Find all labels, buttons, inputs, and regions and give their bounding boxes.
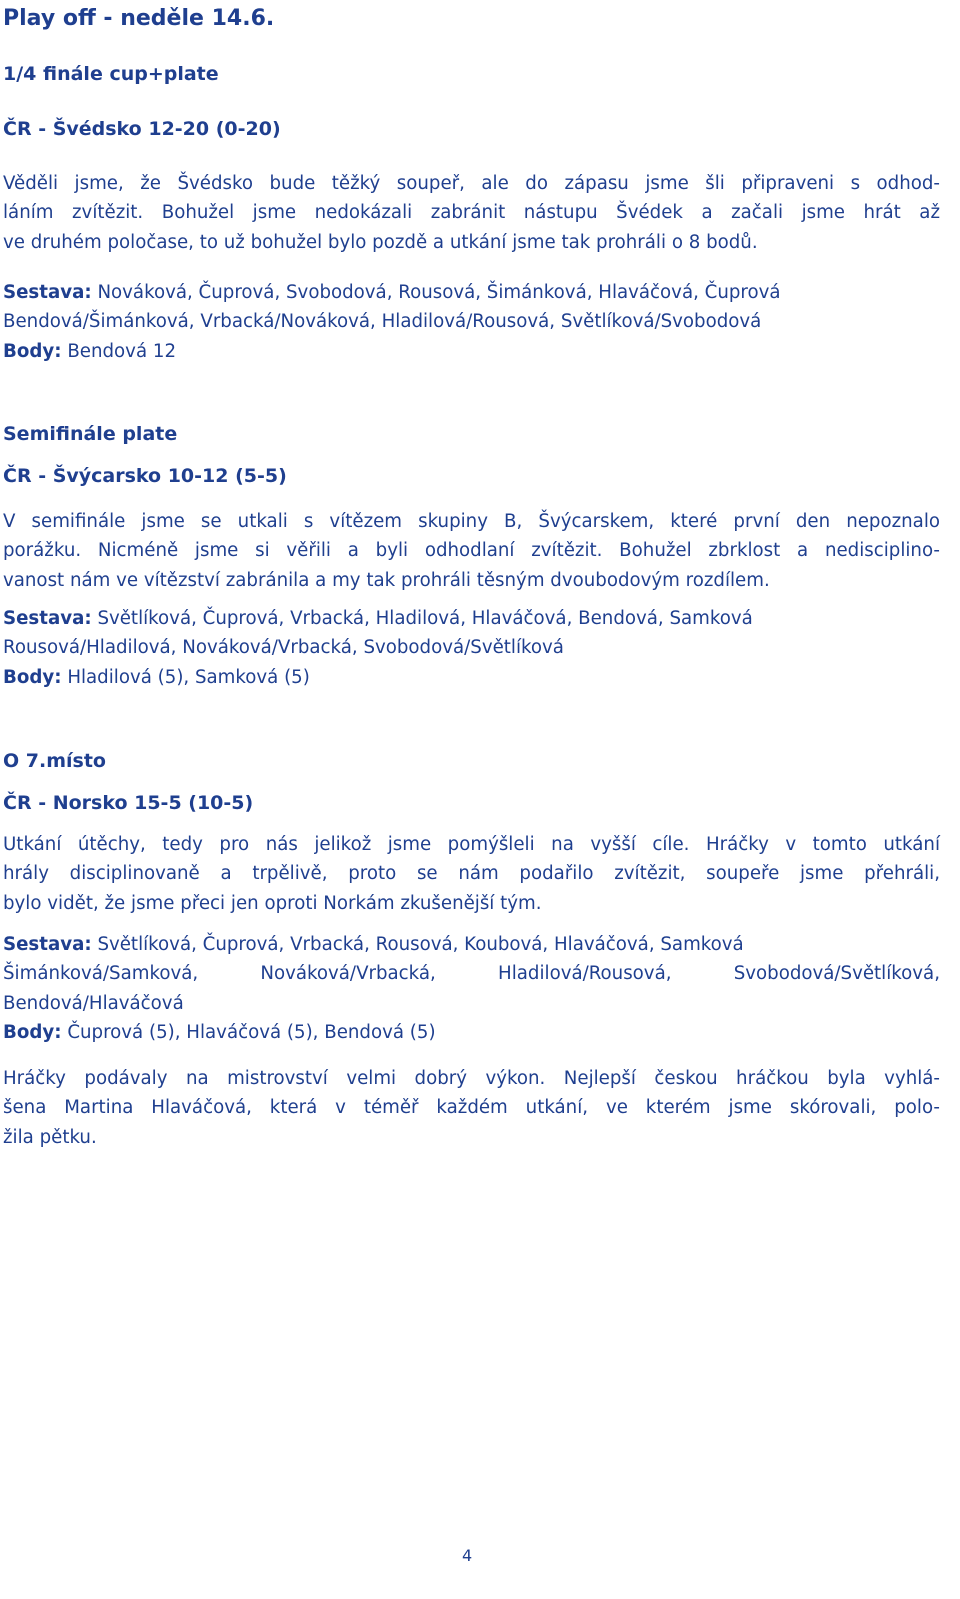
match-heading: ČR - Švédsko 12-20 (0-20) — [3, 118, 281, 140]
report-line: hrály disciplinovaně a trpělivě, proto se nám podařilo zvítězit, soupeře jsme přehráli, — [3, 863, 940, 885]
lineup-block — [3, 930, 940, 1048]
points-label: Body: — [3, 1022, 62, 1044]
lineup-label: Sestava: — [3, 608, 92, 629]
tournament-summary — [3, 1064, 940, 1152]
lineup-label: Sestava: — [3, 282, 92, 303]
match-heading-block — [3, 116, 940, 142]
lineup-block — [3, 278, 940, 366]
pairs-line: Bendová/Šimánková, Vrbacká/Nováková, Hladilová/Rousová, Světlíková/Svobodová — [3, 311, 762, 333]
match-heading-block — [3, 790, 940, 816]
page-title: Play off - neděle 14.6. — [3, 6, 275, 31]
pairs-line: Rousová/Hladilová, Nováková/Vrbacká, Svobodová/Světlíková — [3, 637, 564, 659]
match-heading: ČR - Norsko 15-5 (10-5) — [3, 792, 254, 814]
report-line: ve druhém poločase, to už bohužel bylo pozdě a utkání jsme tak prohráli o 8 bodů. — [3, 231, 758, 253]
report-line: bylo vidět, že jsme přeci jen oproti Norkám zkušenější tým. — [3, 892, 542, 914]
points-value: Hladilová (5), Samková (5) — [67, 666, 310, 688]
points-label: Body: — [3, 666, 62, 688]
pairs-line: Bendová/Hlaváčová — [3, 992, 184, 1014]
pairs-line: Šimánková/Samková, Nováková/Vrbacká, Hladilová/Rousová, Svobodová/Světlíková, — [3, 963, 940, 985]
lineup-line — [3, 604, 940, 633]
lineup-label: Sestava: — [3, 934, 92, 955]
lineup-line — [3, 278, 940, 307]
section-seventh-place — [3, 748, 940, 774]
summary-line: žila pětku. — [3, 1126, 97, 1148]
section-semifinal — [3, 421, 940, 447]
match-report — [3, 830, 940, 918]
lineup-line — [3, 930, 940, 959]
lineup-players: Světlíková, Čuprová, Vrbacká, Rousová, Koubová, Hlaváčová, Samková — [97, 934, 744, 955]
match-heading: ČR - Švýcarsko 10-12 (5-5) — [3, 465, 287, 487]
report-line: láním zvítězit. Bohužel jsme nedokázali zabránit nástupu Švédek a začali jsme hrát až — [3, 202, 940, 224]
report-line: V semifinále jsme se utkali s vítězem skupiny B, Švýcarskem, které první den nepoznalo — [3, 511, 940, 532]
report-line: Věděli jsme, že Švédsko bude těžký soupeř, ale do zápasu jsme šli připraveni s odhod- — [3, 173, 940, 194]
points-line — [3, 1018, 940, 1047]
report-line: vanost nám ve vítězství zabránila a my tak prohráli těsným dvoubodovým rozdílem. — [3, 569, 770, 591]
report-line: porážku. Nicméně jsme si věřili a byli odhodlaní zvítězit. Bohužel zbrklost a nedisciplino- — [3, 540, 940, 562]
points-line — [3, 337, 940, 366]
section-quarterfinal — [3, 61, 940, 87]
match-report — [3, 507, 940, 595]
match-heading-block — [3, 463, 940, 489]
points-label: Body: — [3, 340, 62, 362]
round-heading: Semifinále plate — [3, 423, 178, 445]
lineup-block — [3, 604, 940, 692]
match-report — [3, 169, 940, 257]
page-title-block — [3, 5, 940, 33]
round-heading: 1/4 finále cup+plate — [3, 63, 219, 85]
lineup-players: Nováková, Čuprová, Svobodová, Rousová, Šimánková, Hlaváčová, Čuprová — [97, 282, 781, 303]
lineup-players: Světlíková, Čuprová, Vrbacká, Hladilová, Hlaváčová, Bendová, Samková — [97, 608, 753, 629]
points-value: Čuprová (5), Hlaváčová (5), Bendová (5) — [67, 1022, 436, 1044]
summary-line: Hráčky podávaly na mistrovství velmi dobrý výkon. Nejlepší českou hráčkou byla vyhlá- — [3, 1068, 940, 1089]
report-line: Utkání útěchy, tedy pro nás jelikož jsme pomýšleli na vyšší cíle. Hráčky v tomto utkání — [3, 834, 940, 855]
page-number: 4 — [462, 1546, 473, 1565]
summary-line: šena Martina Hlaváčová, která v téměř každém utkání, ve kterém jsme skórovali, polo- — [3, 1097, 940, 1119]
round-heading: O 7.místo — [3, 750, 106, 772]
points-value: Bendová 12 — [67, 340, 177, 362]
points-line — [3, 663, 940, 692]
